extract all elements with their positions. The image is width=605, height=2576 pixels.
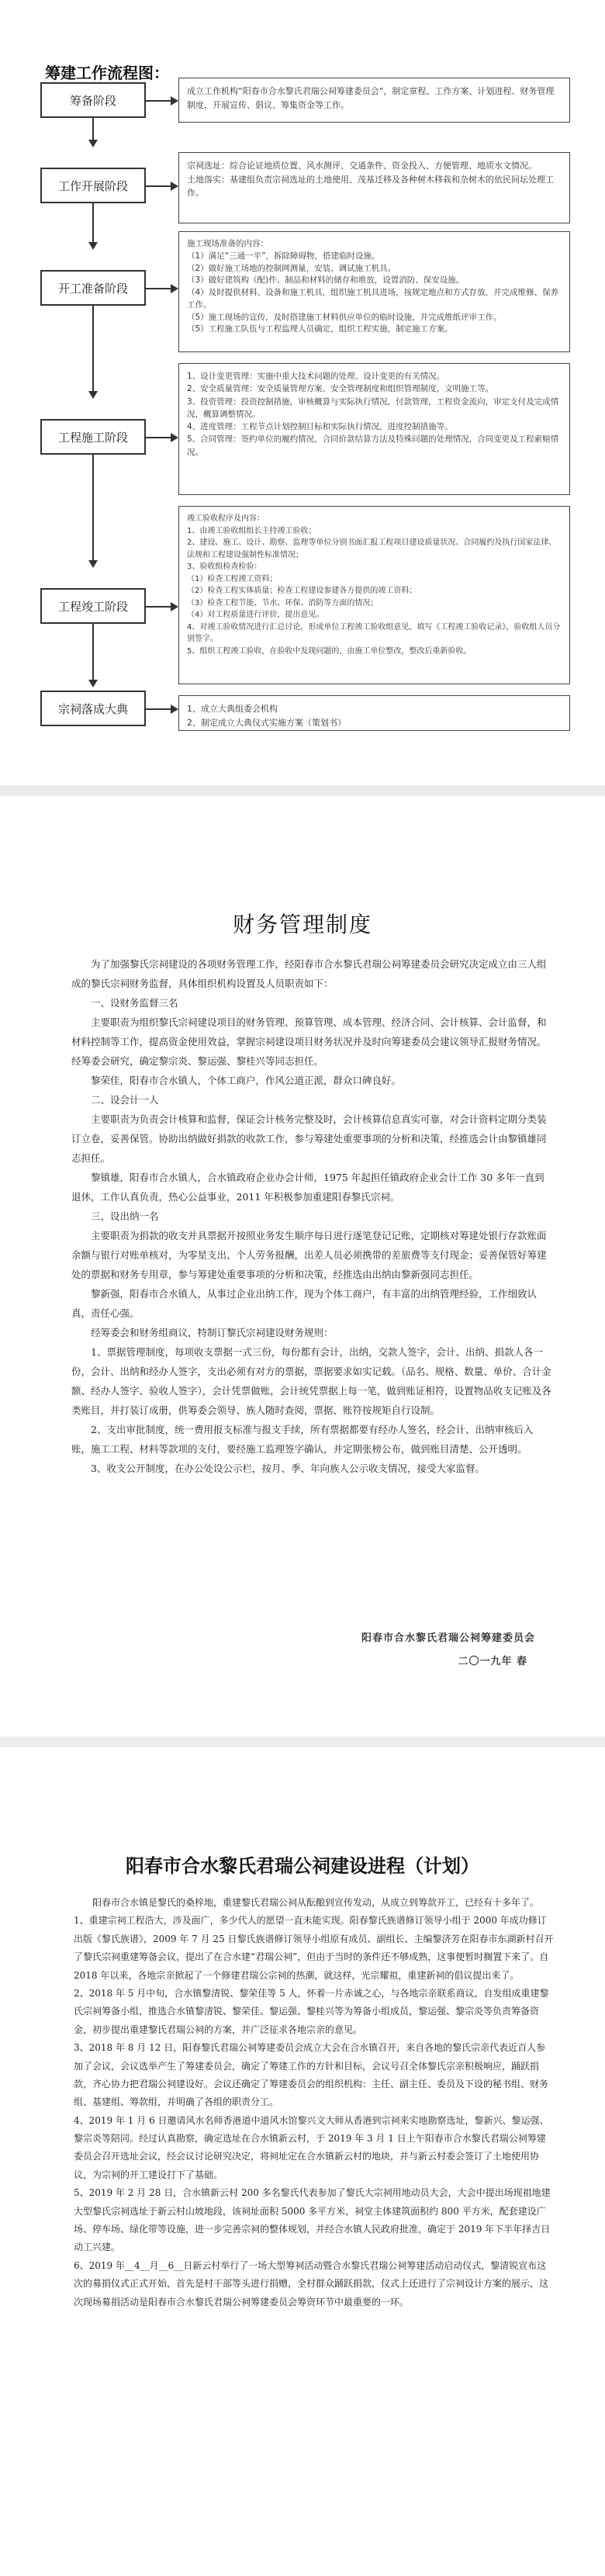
desc-line: 施工现场准备的内容： [187,239,268,248]
desc-line: 4、进度管理：工程节点计划控制目标和实际执行情况，进度控制措施等。 [187,422,453,432]
arrow-right-icon [171,284,178,293]
connector [92,118,94,140]
progress-item: 2、2018 年 5 月中旬，合水镇黎清锐、黎荣佳等 5 人，怀着一片赤诚之心，与各地宗亲联系商议，自发组成重建黎氏宗祠筹备小组，推选合水镇黎清锐、黎荣佳、黎运强、黎桂兴等为筹备小组成员，黎运强、黎宗炎等负责筹备资金，初步提出重建黎氏君瑞公祠的方案，并广泛征求各地宗亲的意见。 [74,1987,549,2035]
stage-label: 工作开展阶段 [57,178,128,193]
desc-line: 2、安全质量管理：安全质量管理方案、安全管理制度和组织管理制度，文明施工等。 [187,384,494,394]
desc-line: （5）施工现场的宣传，及时搭建施工材料供应单位的临时设施，并完成维纸评审工作。 [187,312,502,322]
desc-line: 竣工验收程序及内容： [187,514,264,523]
connector [146,708,171,710]
stage-box-launch [40,168,146,203]
desc-line: 2、建设、施工、设计、勘察、监理等单位分别书面汇报工程项目建设质量状况、合同履约及执行国家法律、法规和工程建设强制性标准情况； [187,538,557,559]
stage-desc-construction [178,363,570,495]
paragraph: 3、收支公开制度，在办公处设公示栏，按月、季、年向族人公示收支情况，接受大家监督。 [91,1463,485,1474]
desc-line: （3）做好建筑构（配)件、制品和材料的储存和堆放，设置消防、保安设施。 [187,275,465,286]
paragraph: 黎荣佳，阳春市合水镇人，个体工商户，作风公道正派，群众口碑良好。 [91,1075,402,1086]
connector [92,203,94,242]
progress-body [74,1894,555,2311]
desc-line: 1、设计变更管理：实施中重大技术问题的处理、设计变更的有关情况。 [187,372,445,381]
desc-line: 4、对竣工验收情况进行汇总讨论，形成单位工程竣工验收组意见，填写《工程竣工验收记录》，验收组人员分别签字。 [187,622,561,643]
progress-item: 6、2019 年__4__月__6__日新云村举行了一场大型筹祠活动暨合水黎氏君瑞公祠筹建活动启动仪式，黎清锐宣布这次的募捐仪式正式开始，首先是村干部等头进行捐赠，全村群众踊跃捐款，仪式上还进行了宗祠设计方案的展示，这次现场募捐活动是阳春市合水黎氏君瑞公祠筹建委员会筹资环节中最重要的一环。 [74,2259,549,2308]
progress-title: 阳春市合水黎氏君瑞公祠建设进程（计划） [126,1855,479,1877]
connector [92,455,94,560]
progress-section [0,1742,605,2576]
paragraph: 主要职责为捐款的收支并具票据开按照业务发生顺序每日进行逐笔登记记账，定期核对筹建处银行存款账面余额与银行对账单核对，为零星支出、个人劳务报酬，出差人员必须携带的差旅费等支付现金；妥善保管好筹建处的票据和财务专用章，参与筹建处重要事项的分析和决策，经推选由出纳由黎新强同志担任。 [71,1230,547,1280]
paragraph: 1、票据管理制度，每项收支票据一式三份，每份都有会计，出纳，交款人签字，会计、出纳、捐款人各一份，会计、出纳和经办人签字，支出必须有对方的票据，票据要求如实记载。（品名、规格、数量、单价、合计金额、经办人签字、验收人签字），会计凭票做账，会计统凭票据上每一笔，做到账证相符，设置物品收支记账及各类账目，并打装订成册，供筹委会领导、族人随时查阅，票据、账符按规矩自行设制。 [71,1346,551,1416]
desc-line: （1）满足“三通一平”，拆除障碍物，搭建临时设施。 [187,251,380,261]
arrow-down-icon [88,680,98,687]
arrow-right-icon [171,182,178,191]
paragraph: 主要职责为组织黎氏宗祠建设项目的财务管理、预算管理、成本管理、经济合同、会计核算、会计监督，和材料控制等工作，提高资金使用效益，掌握宗祠建设项目财务状况并及时向筹建委员会建议领导汇报财务情况。经筹委会研究，确定黎宗炎、黎运强、黎桂兴等同志担任。 [71,1016,547,1067]
finance-section [0,791,605,1742]
desc-line: 5、组织工程竣工验收，在验收中发现问题的，由施工单位整改，整改后重新验收。 [187,646,472,656]
connector [146,437,171,438]
stage-label: 工程竣工阶段 [57,599,128,614]
stage-desc-pre-construction [178,231,570,352]
finance-title: 财务管理制度 [232,912,372,937]
desc-line: （4）及时提供材料、设备和施工机具，组织施工机具进场，按规定地点和方式存放，并完成维修、保养工作。 [187,288,559,310]
desc-line: 宗祠选址：综合论证地质位置、风水测评、交通条件、资金投入、方便管理、地质水文情况。 [187,161,537,171]
desc-line: 5、合同管理：签约单位的履约情况，合同价款结算方法及特殊问题的处理情况，合同变更及工程索赔情况。 [187,435,559,457]
arrow-down-icon [88,140,98,147]
signature-org: 阳春市合水黎氏君瑞公祠筹建委员会 [361,1633,535,1644]
progress-item: 3、2018 年 8 月 12 日，阳春黎氏君瑞公祠筹建委员会成立大会在合水镇召开，来自各地的黎氏宗亲代表近百人参加了会议，会议选举产生了筹建委员会，确定了筹建工作的方针和目标，会议号召全体黎氏宗亲积极响应，踊跃捐款，齐心协力把君瑞公祠建设好。会议还确定了筹建委员会的组织机构：主任、副主任、委员及下设的秘书组、财务组、基建组、筹款组，并明确了各组的职责分工。 [74,2042,549,2108]
section-heading: 三、设出纳一名 [91,1210,159,1222]
arrow-right-icon [171,602,178,611]
desc-line: 2、制定成立大典仪式实施方案（策划书） [187,717,346,728]
stage-box-construction [40,419,146,455]
connector [92,306,94,391]
arrow-right-icon [171,433,178,442]
paragraph: 黎镇雄，阳春市合水镇人，合水镇政府企业办会计师，1975 年起担任镇政府企业会计工作 30 多年一直到退休，工作认真负责，热心公益事业，2011 年积极参加重建阳春黎氏宗祠。 [71,1172,544,1203]
stage-label: 工程施工阶段 [57,430,128,445]
paragraph: 黎新强，阳春市合水镇人，从事过企业出纳工作，现为个体工商户，有丰富的出纳管理经验，工作细致认真，责任心强。 [71,1288,538,1319]
stage-desc-completion [178,506,570,684]
progress-item: 4、2019 年 1 月 6 日邀请风水名师香港道中道风水馆黎兴文大师从香港到宗祠来实地勘察选址，黎新兴、黎运强、黎宗炎等陪同。经过认真勘察，确定选址在合水镇新云村，于 2019 年 3 月 1 日上午阳春市合水黎氏君瑞公祠筹建委员会召开选址会议，经会议讨论研究决定，将祠址定在合水镇新云村的地块，并与新云村委会签订了土地使用协议，为宗祠的开工建设打下了基础。 [74,2114,549,2180]
desc-line: （5）工程施工队伍与工程监理人员确定，组织工程实施，制定施工方案。 [187,324,453,334]
stage-label: 筹备阶段 [69,93,116,108]
section-heading: 二、设会计一人 [91,1094,159,1106]
progress-item: 5、2019 年 2 月 28 日，合水镇新云村 200 多名黎氏代表参加了黎氏大宗祠用地动员大会，大会中提出场现祖地建大型黎氏宗祠选址于新云村山坡地段，该祠址面积 5000 多平方米，祠堂主体建筑面积约 800 平方米，配套建设广场、停车场、绿化带等设施，进一步完善宗祠的整体规划，并经合水镇人民政府批准，确定于 2019 年下半年择吉日动工兴建。 [74,2187,551,2253]
connector [92,624,94,680]
paragraph: 阳春市合水镇是黎氏的桑梓地，重建黎氏君瑞公祠从酝酿到宣传发动，从成立到筹款开工，已经有十多年了。 [92,1897,540,1908]
arrow-down-icon [88,391,98,399]
stage-box-pre-construction [40,270,146,306]
paragraph: 主要职责为负责会计核算和监督，保证会计核务完整及时，会计核算信息真实可靠，对会计资料定期分类装订立卷，妥善保管。协助出纳做好捐款的收款工作，参与筹建处重要事项的分析和决策，经推选会计由黎镇雄同志担任。 [71,1113,547,1164]
connector [146,606,171,608]
flowchart-title: 筹建工作流程图： [45,64,169,82]
desc-line: 3、投资管理：投资控制措施，审核概算与实际执行情况，付款管理，工程资金流向，审定支付及完成情况，概算调整情况。 [187,396,559,419]
stage-box-ceremony [40,691,146,726]
connector [146,185,171,187]
desc-line: （4）对工程质量进行评价，提出意见。 [187,611,324,619]
stage-box-completion [40,588,146,624]
desc-line: （2）做好施工场地的控制网测量，安装、调试施工机具。 [187,263,396,273]
signature-date: 二〇一九年 春 [458,1656,527,1667]
desc-line: （1）检查工程竣工资料； [187,574,278,583]
progress-item: 1、重建宗祠工程浩大，涉及面广，多少代人的愿望一直未能实现。阳春黎氏族谱修订领导小组于 2000 年成功修订出版《黎氏族谱》，2009 年 7 月 25 日黎氏族谱修订领导小组原有成员、副组长、主编黎济芳在阳春市东湖新村召开了黎氏宗祠重建筹备会议，提出了在合水建“君瑞公祠”，但由于当时的条件还不够成熟，这事便暂时搁置下来了。自 2018 年以来，各地宗亲掀起了一个修建君瑞公宗祠的热潮，就这样，光宗耀祖，重建新祠的倡议提出来了。 [74,1915,554,1981]
paragraph: 2、支出审批制度，统一费用报支标准与报支手续，所有票据都要有经办人签名，经会计、出纳审核后入账，施工工程、材料等款项的支付，要经施工监理签字确认，并定期张榜公布，做到账目清楚、公开透明。 [71,1424,534,1455]
paragraph: 经筹委会和财务组商议，特制订黎氏宗祠建设财务规则： [91,1327,334,1338]
stage-label: 开工准备阶段 [57,281,128,296]
desc-line: （2）检查工程实体质量；检查工程建设参建各方提供的竣工资料； [187,587,417,595]
desc-line: 3、验收组检查检验： [187,563,262,571]
stage-desc-ceremony [178,695,570,731]
stage-desc-preparation [178,78,570,123]
arrow-down-icon [88,560,98,568]
desc-line: 成立工作机构“阳春市合水黎氏君瑞公祠筹建委员会”，制定章程、工作方案、计划进程、财务管理制度，开展宣传、倡议、筹集资金等工作。 [187,86,555,110]
desc-line: 土地落实：基建组负责宗祠选址的土地使用、茂基迁移及各种树木移栽和杂树木的依民间坛处理工作。 [187,174,554,199]
desc-line: 1、由竣工验收组组长主持竣工验收； [187,526,316,535]
flowchart-section [0,0,605,791]
section-heading: 一、设财务监督三名 [91,997,178,1009]
paragraph: 为了加强黎氏宗祠建设的各项财务管理工作，经阳春市合水黎氏君瑞公祠筹建委员会研究决定成立由三人组成的黎氏宗祠财务监督，具体组织机构设置及人员职责如下： [71,958,547,989]
stage-box-preparation [40,82,146,118]
arrow-down-icon [88,242,98,250]
stage-desc-launch [178,152,570,223]
stage-label: 宗祠落成大典 [57,701,128,716]
connector [146,100,171,102]
connector [146,288,171,289]
arrow-right-icon [171,96,178,106]
desc-line: 1、成立大典组委会机构 [187,704,278,714]
arrow-right-icon [171,705,178,714]
finance-body [71,954,552,1478]
desc-line: （3）检查工程节能、节水、环保、消防等方面的情况； [187,598,379,608]
